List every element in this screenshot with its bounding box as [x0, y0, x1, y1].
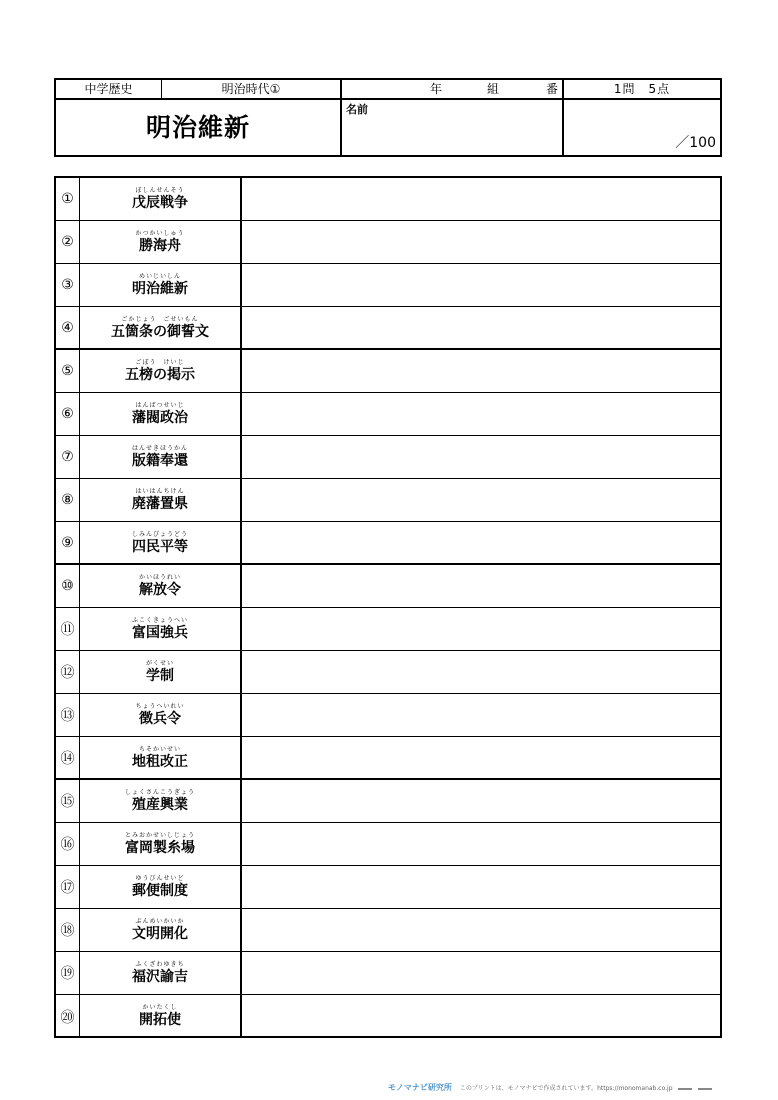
- term-text: 郵便制度: [132, 883, 188, 899]
- term-furigana: ぼしんせんそう: [135, 187, 185, 194]
- term-text: 勝海舟: [139, 238, 181, 254]
- answer-field[interactable]: [242, 565, 720, 607]
- footer-box-2: [698, 1088, 712, 1090]
- question-term: [80, 436, 242, 478]
- term-furigana: めいじいしん: [138, 273, 181, 280]
- answer-field[interactable]: [242, 909, 720, 951]
- question-number: ①: [56, 178, 80, 220]
- term-furigana: ごかじょう ごせいもん: [121, 316, 199, 323]
- term-text: 五榜の掲示: [125, 367, 195, 383]
- question-number: ⑫: [56, 651, 80, 693]
- term-furigana: ごぼう けいじ: [135, 359, 185, 366]
- term-furigana: ぶんめいかいか: [135, 918, 185, 925]
- question-row: [56, 178, 720, 221]
- answer-field[interactable]: [242, 436, 720, 478]
- term-text: 版籍奉還: [132, 453, 188, 469]
- name-label: 名前: [346, 103, 368, 116]
- question-row: [56, 694, 720, 737]
- question-number: ⑨: [56, 522, 80, 563]
- question-number: ⑧: [56, 479, 80, 521]
- question-number: ⑪: [56, 608, 80, 650]
- term-text: 四民平等: [132, 539, 188, 555]
- term-furigana: しみんびょうどう: [131, 531, 188, 538]
- score-field[interactable]: [564, 100, 720, 155]
- question-term: [80, 823, 242, 865]
- question-number: ⑥: [56, 393, 80, 435]
- worksheet-header: [54, 78, 722, 157]
- answer-field[interactable]: [242, 350, 720, 392]
- question-term: [80, 307, 242, 348]
- term-furigana: かいたくし: [142, 1004, 178, 1011]
- question-number: ⑬: [56, 694, 80, 736]
- footer-box-1: [678, 1088, 692, 1090]
- question-number: ④: [56, 307, 80, 348]
- answer-field[interactable]: [242, 866, 720, 908]
- question-number: ⑰: [56, 866, 80, 908]
- term-furigana: はんばつせいじ: [135, 402, 185, 409]
- term-furigana: かいほうれい: [138, 574, 181, 581]
- answer-field[interactable]: [242, 737, 720, 778]
- term-text: 藩閥政治: [132, 410, 188, 426]
- name-field[interactable]: [342, 100, 564, 155]
- score-max: ／100: [675, 135, 716, 151]
- question-row: [56, 307, 720, 350]
- question-row: [56, 952, 720, 995]
- question-term: [80, 393, 242, 435]
- answer-field[interactable]: [242, 995, 720, 1038]
- question-term: [80, 995, 242, 1038]
- question-term: [80, 221, 242, 263]
- answer-field[interactable]: [242, 952, 720, 994]
- question-term: [80, 522, 242, 563]
- year-label: 年: [430, 82, 443, 96]
- term-text: 戊辰戦争: [132, 195, 188, 211]
- answer-field[interactable]: [242, 780, 720, 822]
- question-row: [56, 651, 720, 694]
- question-number: ⑮: [56, 780, 80, 822]
- answer-field[interactable]: [242, 522, 720, 563]
- answer-field[interactable]: [242, 823, 720, 865]
- term-text: 明治維新: [132, 281, 188, 297]
- class-info: [342, 80, 564, 100]
- term-furigana: ふくざわゆきち: [135, 961, 185, 968]
- term-text: 解放令: [139, 582, 181, 598]
- term-furigana: はいはんちけん: [135, 488, 185, 495]
- question-number: ⑲: [56, 952, 80, 994]
- term-furigana: かつかいしゅう: [135, 230, 185, 237]
- question-term: [80, 178, 242, 220]
- term-text: 徴兵令: [139, 711, 181, 727]
- question-number: ⑩: [56, 565, 80, 607]
- answer-field[interactable]: [242, 307, 720, 348]
- question-row: [56, 866, 720, 909]
- term-furigana: がくせい: [145, 660, 174, 667]
- term-furigana: ちそかいせい: [138, 746, 181, 753]
- answer-field[interactable]: [242, 178, 720, 220]
- answer-field[interactable]: [242, 694, 720, 736]
- answer-field[interactable]: [242, 608, 720, 650]
- footer-text: このプリントは、モノマナビで作成されています。https://monomanab.co.jp: [459, 1085, 673, 1092]
- unit-label: 明治時代①: [162, 80, 342, 100]
- term-text: 富国強兵: [132, 625, 188, 641]
- question-number: ③: [56, 264, 80, 306]
- question-term: [80, 694, 242, 736]
- answer-field[interactable]: [242, 479, 720, 521]
- question-number: ⑯: [56, 823, 80, 865]
- term-text: 富岡製糸場: [125, 840, 195, 856]
- term-text: 文明開化: [132, 926, 188, 942]
- question-row: [56, 995, 720, 1038]
- question-row: [56, 780, 720, 823]
- question-term: [80, 952, 242, 994]
- number-label: 番: [546, 82, 559, 96]
- question-term: [80, 780, 242, 822]
- term-furigana: とみおかせいしじょう: [124, 832, 195, 839]
- term-text: 殖産興業: [132, 797, 188, 813]
- question-number: ②: [56, 221, 80, 263]
- question-row: [56, 393, 720, 436]
- points-per-question: 1問 5点: [564, 80, 720, 100]
- question-table: [54, 176, 722, 1038]
- question-term: [80, 866, 242, 908]
- term-text: 福沢諭吉: [132, 969, 188, 985]
- question-number: ⑤: [56, 350, 80, 392]
- question-row: [56, 608, 720, 651]
- question-row: [56, 565, 720, 608]
- question-row: [56, 350, 720, 393]
- question-row: [56, 522, 720, 565]
- subject-label: 中学歴史: [56, 80, 162, 100]
- question-number: ⑦: [56, 436, 80, 478]
- footer-brand: モノマナビ研究所: [388, 1083, 452, 1092]
- question-number: ⑭: [56, 737, 80, 778]
- term-furigana: しょくさんこうぎょう: [124, 789, 195, 796]
- term-text: 学制: [146, 668, 174, 684]
- question-row: [56, 264, 720, 307]
- question-number: ⑱: [56, 909, 80, 951]
- term-text: 廃藩置県: [132, 496, 188, 512]
- question-term: [80, 651, 242, 693]
- question-term: [80, 264, 242, 306]
- term-text: 五箇条の御誓文: [111, 324, 209, 340]
- question-term: [80, 479, 242, 521]
- question-term: [80, 608, 242, 650]
- term-text: 開拓使: [139, 1012, 181, 1028]
- term-furigana: ふこくきょうへい: [131, 617, 188, 624]
- term-text: 地租改正: [132, 754, 188, 770]
- group-label: 組: [487, 82, 500, 96]
- question-row: [56, 436, 720, 479]
- term-furigana: はんせきほうかん: [131, 445, 188, 452]
- term-furigana: ちょうへいれい: [135, 703, 185, 710]
- question-term: [80, 737, 242, 778]
- question-row: [56, 823, 720, 866]
- page-title: 明治維新: [56, 100, 342, 155]
- term-furigana: ゆうびんせいど: [135, 875, 185, 882]
- question-row: [56, 909, 720, 952]
- question-term: [80, 350, 242, 392]
- question-term: [80, 565, 242, 607]
- footer: [388, 1080, 774, 1096]
- answer-field[interactable]: [242, 651, 720, 693]
- answer-field[interactable]: [242, 221, 720, 263]
- question-row: [56, 221, 720, 264]
- answer-field[interactable]: [242, 264, 720, 306]
- question-row: [56, 737, 720, 780]
- question-row: [56, 479, 720, 522]
- answer-field[interactable]: [242, 393, 720, 435]
- question-term: [80, 909, 242, 951]
- question-number: ⑳: [56, 995, 80, 1038]
